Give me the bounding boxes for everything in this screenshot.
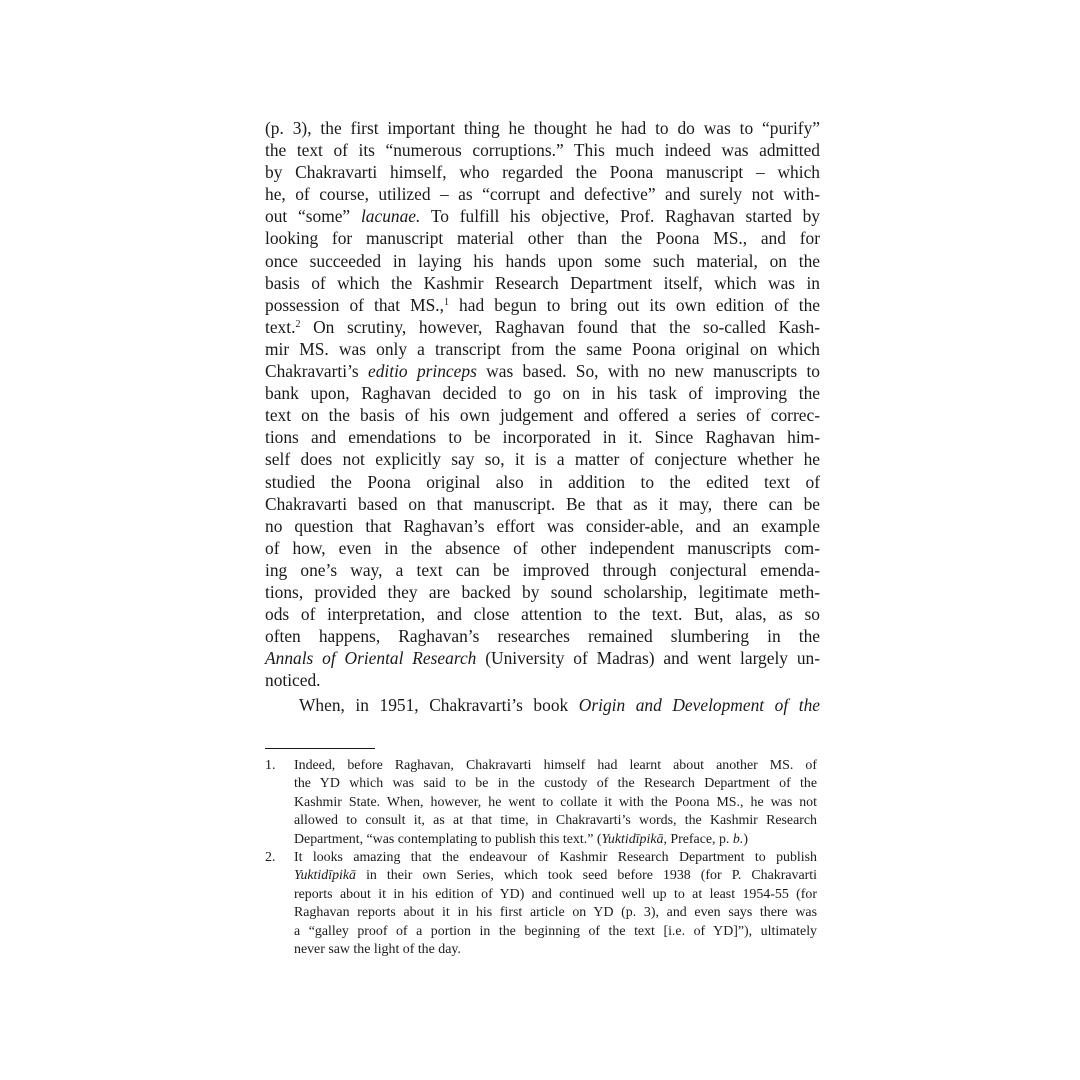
- footnote-separator: [265, 748, 375, 749]
- text-line: Chakravarti based on that manuscript. Be that as it may, there can be: [265, 493, 820, 514]
- text-line: the text of its “numerous corruptions.” This much indeed was admitted: [265, 140, 820, 161]
- footnote-line: Department, “was contemplating to publish this text.” (Yuktidīpikā, Preface, p. b.): [294, 831, 748, 847]
- text-line: Chakravarti’s editio princeps was based. So, with no new manuscripts to: [265, 361, 820, 382]
- italic-title-yuktidipika: Yuktidīpikā: [294, 868, 356, 884]
- text-line: studied the Poona original also in addition to the edited text of: [265, 471, 820, 492]
- footnotes: [265, 757, 817, 959]
- text-line: often happens, Raghavan’s researches remained slumbering in the: [265, 626, 820, 647]
- text-line: of how, even in the absence of other independent manuscripts com-: [265, 537, 820, 558]
- footnote-ref-1: 1: [443, 296, 449, 308]
- text-line: (p. 3), the first important thing he thought he had to do was to “purify”: [265, 118, 820, 138]
- paragraph-2: [265, 694, 820, 716]
- text-line: ods of interpretation, and close attention to the text. But, alas, as so: [265, 604, 820, 625]
- italic-book-title: Origin and Development of the: [578, 695, 820, 716]
- text-line: mir MS. was only a transcript from the same Poona original on which: [265, 338, 820, 359]
- footnote-1: [265, 757, 817, 849]
- footnote-line: Yuktidīpikā in their own Series, which took seed before 1938 (for P. Chakravarti: [294, 868, 817, 884]
- italic-term-editio-princeps: editio princeps: [368, 361, 477, 382]
- text-line: looking for manuscript material other than the Poona MS., and for: [265, 228, 820, 249]
- text-line: out “some” lacunae. To fulfill his objective, Prof. Raghavan started by: [265, 206, 820, 227]
- text-line: no question that Raghavan’s effort was consider-able, and an example: [265, 515, 820, 536]
- paragraph-1: [265, 117, 820, 691]
- text-line: When, in 1951, Chakravarti’s book Origin and Development of the: [299, 695, 820, 716]
- footnote-line: allowed to consult it, as at that time, in Chakravarti’s words, the Kashmir Research: [294, 813, 817, 829]
- footnote-line: a “galley proof of a portion in the beginning of the text [i.e. of YD]”), ultimately: [294, 923, 817, 939]
- text-line: by Chakravarti himself, who regarded the Poona manuscript – which: [265, 162, 820, 183]
- text-line: noticed.: [265, 670, 321, 691]
- footnote-number: 1.: [265, 758, 276, 773]
- footnote-line: Indeed, before Raghavan, Chakravarti himself had learnt about another MS. of: [294, 758, 817, 773]
- text-line: he, of course, utilized – as “corrupt and defective” and surely not with-: [265, 184, 820, 205]
- text-line: text.$^2$ On scrutiny, however, Raghavan found that the so-called Kash-: [265, 316, 820, 337]
- italic-journal-title: Annals of Oriental Research: [265, 648, 477, 669]
- main-text: [265, 117, 820, 717]
- footnote-line: the YD which was said to be in the custody of the Research Department of the: [294, 776, 817, 792]
- text-line: self does not explicitly say so, it is a matter of conjecture whether he: [265, 449, 820, 470]
- text-line: text on the basis of his own judgement and offered a series of correc-: [265, 405, 820, 426]
- text-line: Annals of Oriental Research (University of Madras) and went largely un-: [265, 648, 821, 669]
- footnote-line: Raghavan reports about it in his first article on YD (p. 3), and even says there was: [294, 905, 817, 921]
- text-line: basis of which the Kashmir Research Department itself, which was in: [265, 272, 820, 293]
- italic-term-lacunae: lacunae.: [360, 206, 421, 227]
- italic-title-yuktidipika: Yuktidīpikā: [601, 831, 664, 847]
- text-line: tions and emendations to be incorporated in it. Since Raghavan him-: [265, 427, 820, 448]
- footnote-line: reports about it in his edition of YD) and continued well up to at least 1954-55 (for: [294, 886, 817, 902]
- footnote-line: never saw the light of the day.: [294, 941, 461, 957]
- italic-page-letter: b.: [732, 831, 744, 847]
- text-line: ing one’s way, a text can be improved through conjectural emenda-: [265, 559, 820, 580]
- text-line: once succeeded in laying his hands upon some such material, on the: [265, 250, 820, 271]
- footnote-ref-2: 2: [295, 318, 301, 330]
- text-line: possession of that MS.,$^1$ had begun to bring out its own edition of the: [265, 294, 821, 315]
- footnote-2: [265, 849, 817, 959]
- text-line: tions, provided they are backed by sound scholarship, legitimate meth-: [265, 581, 820, 602]
- footnote-number: 2.: [265, 849, 276, 865]
- text-line: bank upon, Raghavan decided to go on in his task of improving the: [265, 383, 820, 404]
- footnote-line: Kashmir State. When, however, he went to collate it with the Poona MS., he was not: [294, 794, 817, 810]
- footnote-line: It looks amazing that the endeavour of Kashmir Research Department to publish: [294, 849, 817, 865]
